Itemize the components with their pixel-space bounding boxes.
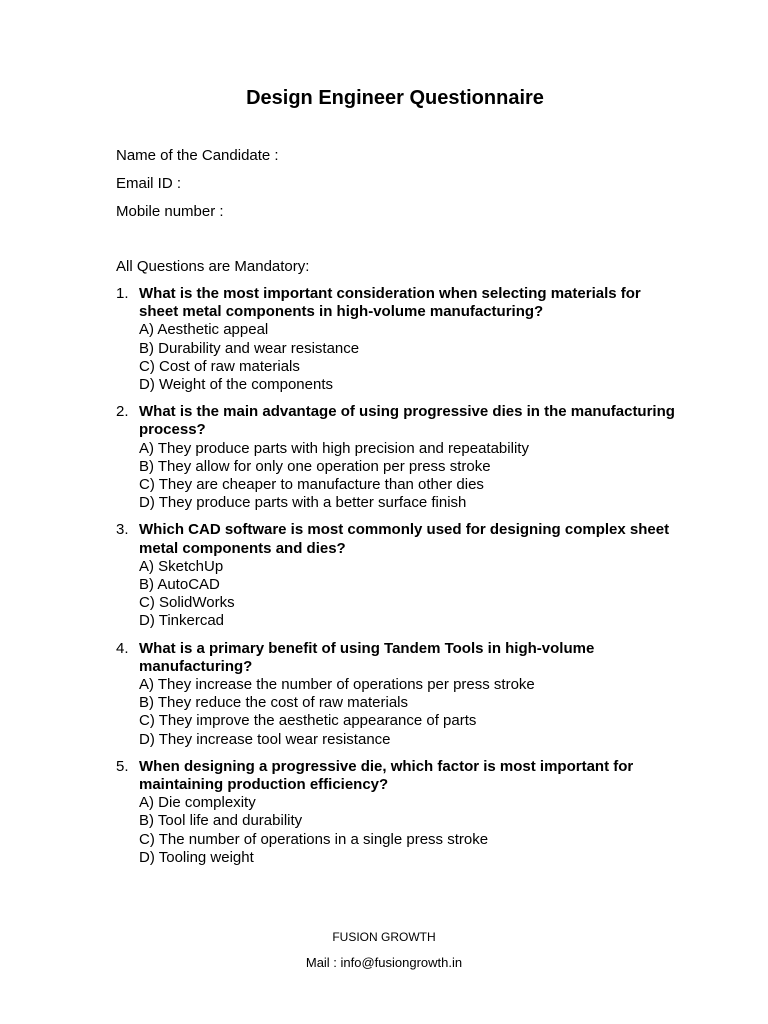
footer-contact-email: Mail : info@fusiongrowth.in bbox=[305, 955, 463, 970]
question-number: 3. bbox=[116, 521, 129, 539]
answer-option: D) They increase tool wear resistance bbox=[139, 730, 391, 748]
answer-option: B) Tool life and durability bbox=[139, 812, 303, 830]
answer-option: A) Die complexity bbox=[139, 794, 256, 812]
question-number: 1. bbox=[116, 285, 129, 302]
question-text: Which CAD software is most commonly used for designing complex sheet metal components and dies? bbox=[139, 521, 670, 557]
answer-option: A) SketchUp bbox=[139, 557, 224, 575]
answer-option: A) Aesthetic appeal bbox=[139, 321, 269, 339]
question-text: When designing a progressive die, which factor is most important for maintaining production efficiency? bbox=[139, 757, 634, 794]
answer-option: D) Tinkercad bbox=[139, 612, 225, 630]
question-item bbox=[116, 285, 676, 394]
mobile-number-label: Mobile number : bbox=[116, 203, 224, 220]
question-list bbox=[116, 285, 676, 876]
answer-option: D) Tooling weight bbox=[139, 848, 254, 866]
answer-option: C) They are cheaper to manufacture than other dies bbox=[139, 476, 484, 494]
answer-option: C) Cost of raw materials bbox=[139, 357, 300, 375]
question-text: What is the most important consideration when selecting materials for sheet metal components in high-volume manufacturing? bbox=[139, 285, 641, 321]
answer-option: C) SolidWorks bbox=[139, 594, 235, 612]
question-item bbox=[116, 521, 676, 630]
question-item bbox=[116, 758, 676, 867]
answer-option: A) They produce parts with high precision and repeatability bbox=[139, 439, 529, 457]
answer-option: B) They reduce the cost of raw materials bbox=[139, 694, 409, 712]
question-item bbox=[116, 403, 676, 512]
question-text: What is the main advantage of using progressive dies in the manufacturing process? bbox=[139, 403, 675, 439]
candidate-name-label: Name of the Candidate : bbox=[116, 147, 279, 164]
answer-option: A) They increase the number of operations per press stroke bbox=[139, 676, 535, 694]
question-number: 5. bbox=[116, 757, 129, 775]
footer-company-name: FUSION GROWTH bbox=[332, 930, 436, 944]
question-item bbox=[116, 640, 676, 749]
document-title: Design Engineer Questionnaire bbox=[246, 87, 544, 109]
question-text: What is a primary benefit of using Tandem Tools in high-volume manufacturing? bbox=[139, 639, 595, 675]
answer-option: B) They allow for only one operation per press stroke bbox=[139, 457, 491, 475]
answer-option: C) The number of operations in a single press stroke bbox=[139, 830, 489, 848]
instructions-text: All Questions are Mandatory: bbox=[116, 258, 310, 275]
answer-option: D) Weight of the components bbox=[139, 376, 333, 394]
question-number: 2. bbox=[116, 403, 129, 421]
answer-option: B) AutoCAD bbox=[139, 576, 220, 594]
email-id-label: Email ID : bbox=[116, 175, 182, 192]
question-number: 4. bbox=[116, 639, 129, 657]
answer-option: C) They improve the aesthetic appearance of parts bbox=[139, 712, 477, 730]
answer-option: D) They produce parts with a better surface finish bbox=[139, 494, 467, 512]
answer-option: B) Durability and wear resistance bbox=[139, 339, 360, 357]
